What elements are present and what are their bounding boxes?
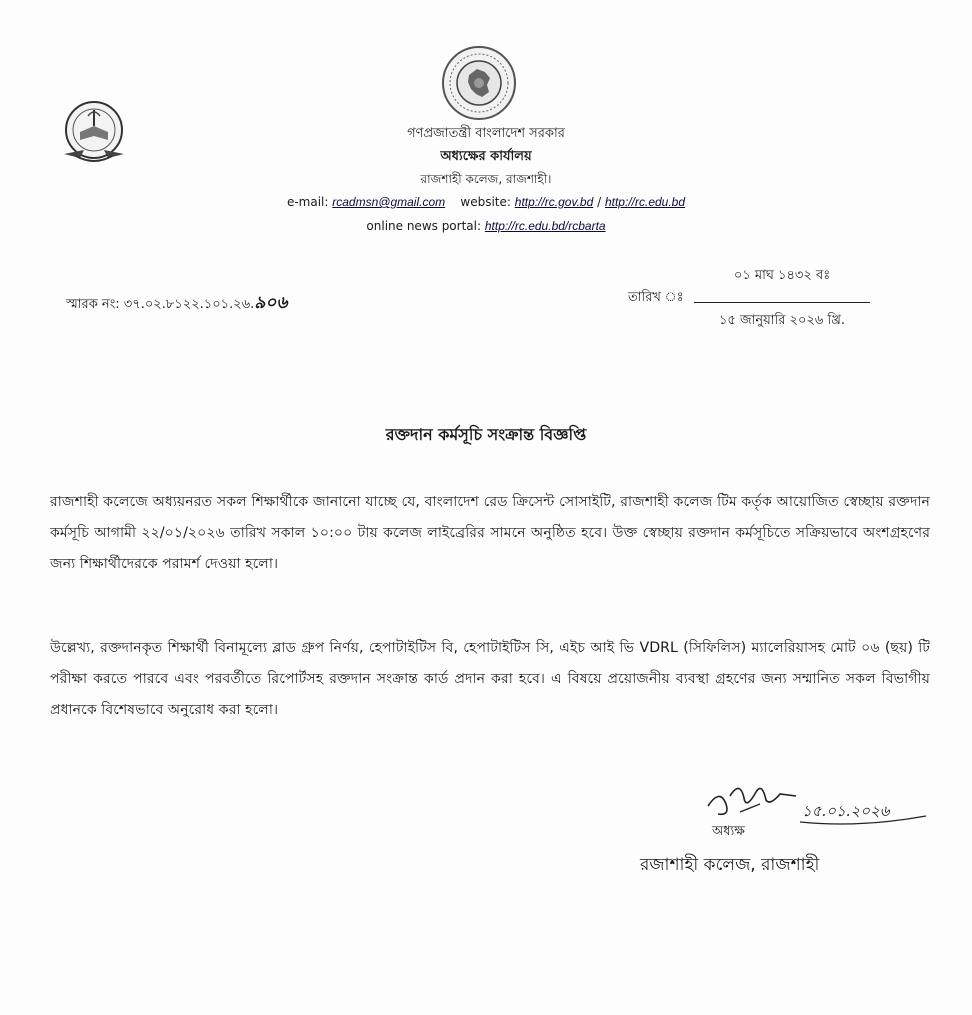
date-divider [694, 302, 870, 303]
government-seal-icon [441, 45, 517, 121]
office-name: অধ্যক্ষের কার্যালয় [440, 149, 532, 164]
notice-title: রক্তদান কর্মসূচি সংক্রান্ত বিজ্ঞপ্তি [385, 425, 587, 444]
memo-handwritten-number: ৯০৬ [254, 293, 288, 313]
memo-label: স্মারক নং: ৩৭.০২.৮১২২.১০১.২৬. [66, 297, 255, 312]
portal-link[interactable]: http://rc.edu.bd/rcbarta [484, 219, 606, 233]
contact-line [0, 195, 972, 209]
website-label: website: [460, 195, 511, 209]
portal-line [0, 219, 972, 233]
website-link-gov[interactable]: http://rc.gov.bd [514, 195, 594, 209]
signatory-title: অধ্যক্ষ [712, 824, 745, 839]
portal-label: online news portal: [366, 219, 482, 233]
government-name: গণপ্রজাতন্ত্রী বাংলাদেশ সরকার [407, 126, 565, 141]
notice-paragraph-1: রাজশাহী কলেজে অধ্যয়নরত সকল শিক্ষার্থীকে জানানো যাচ্ছে যে, বাংলাদেশ রেড ক্রিসেন্ট সোসাইটি, রাজশাহী কলেজ টিম কর্তৃক আয়োজিত স্বেচ্ছায় রক্তদান কর্মসূচি আগামী ২২/০১/২০২৬ তারিখ সকাল ১০:০০ টায় কলেজ লাইব্রেরির সামনে অনুষ্ঠিত হবে। উক্ত স্বেচ্ছায় রক্তদান কর্মসূচিতে সক্রিয়ভাবে অংশগ্রহণের জন্য শিক্ষার্থীদেরকে পরামর্শ দেওয়া হলো। [50, 494, 930, 572]
memo-number [66, 290, 287, 318]
website-link-edu[interactable]: http://rc.edu.bd [604, 195, 686, 209]
email-link[interactable]: rcadmsn@gmail.com [332, 195, 446, 209]
website-separator: / [597, 195, 602, 209]
signatory-organization: রজাশাহী কলেজ, রাজশাহী [640, 855, 820, 875]
signature-date: ১৫.০১.২০২৬ [802, 802, 890, 820]
date-label: তারিখ ঃ [628, 290, 684, 305]
date-english: ১৫ জানুয়ারি ২০২৬ খ্রি. [718, 313, 846, 328]
college-address: রাজশাহী কলেজ, রাজশাহী। [420, 172, 552, 186]
email-label: e-mail: [286, 195, 329, 209]
notice-paragraph-2: উল্লেখ্য, রক্তদানকৃত শিক্ষার্থী বিনামূল্যে ব্লাড গ্রুপ নির্ণয়, হেপাটাইটিস বি, হেপাটাইটিস সি, এইচ আই ভি VDRL (সিফিলিস) ম্যালেরিয়াসহ মোট ০৬ (ছয়) টি পরীক্ষা করতে পারবে এবং পরবর্তীতে রিপোর্টসহ রক্তদান সংক্রান্ত কার্ড প্রদান করা হবে। এ বিষয়ে প্রয়োজনীয় ব্যবস্থা গ্রহণের জন্য সম্মানিত সকল বিভাগীয় প্রধানকে বিশেষভাবে অনুরোধ করা হলো। [50, 640, 930, 718]
date-bangla: ০১ মাঘ ১৪৩২ বঃ [733, 268, 831, 283]
